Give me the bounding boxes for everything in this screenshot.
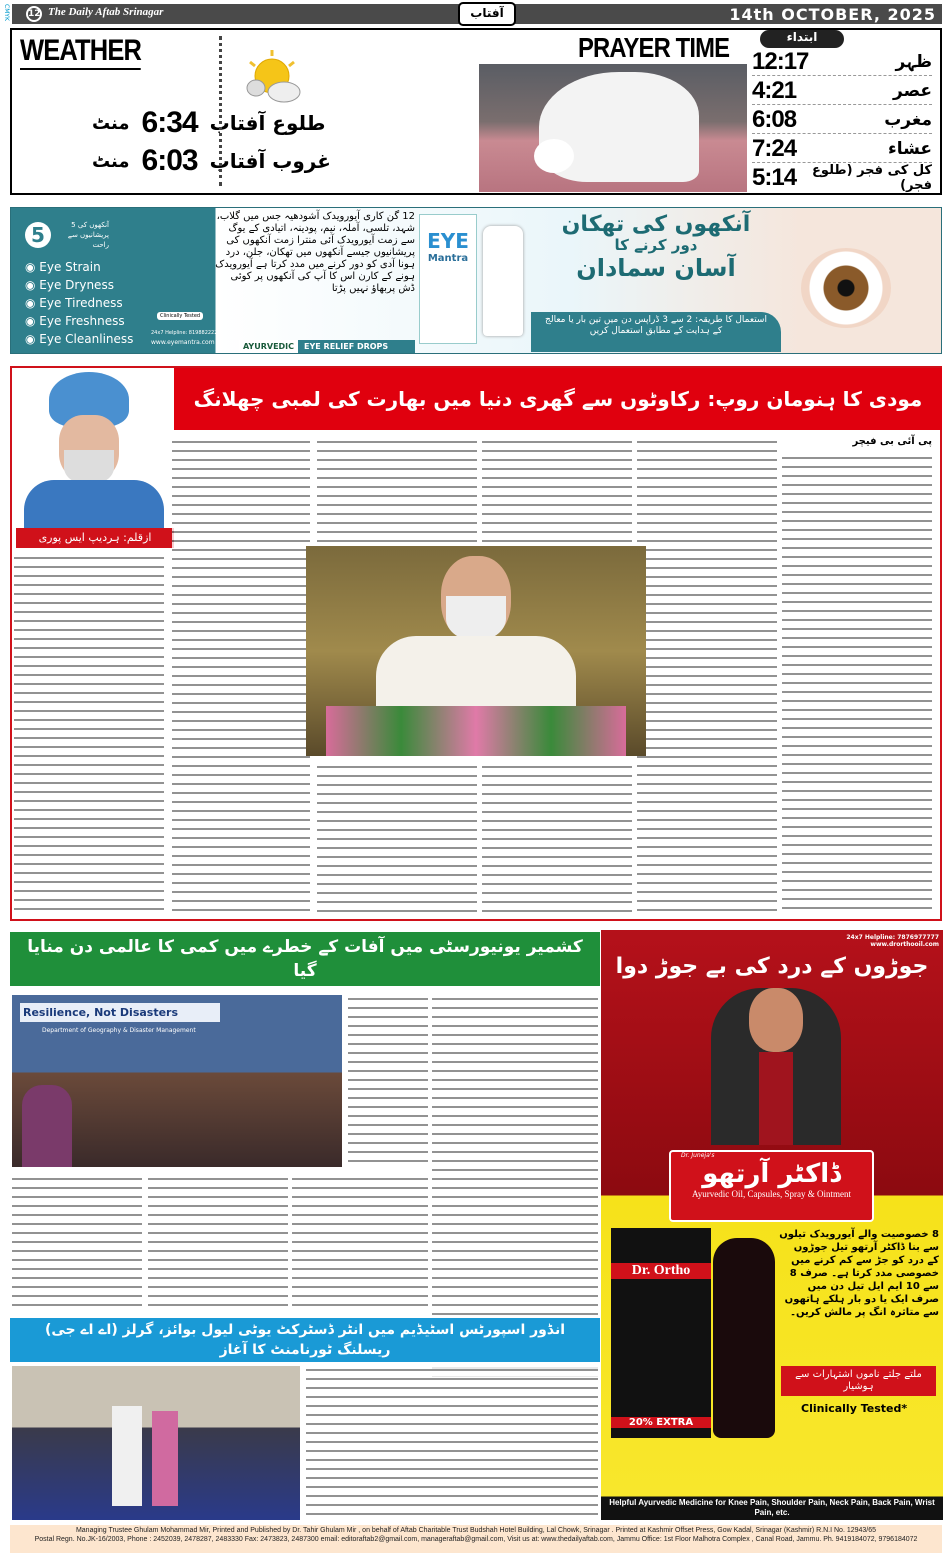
prayer-photo	[479, 64, 747, 192]
prayer-time: 7:24	[752, 134, 797, 162]
page-number: 12	[26, 6, 42, 22]
prayer-row	[752, 135, 932, 163]
ortho-product-box: Dr. Ortho 20% EXTRA	[611, 1228, 711, 1438]
badge-number: 5	[25, 222, 51, 248]
masthead-logo: آفتاب	[458, 2, 516, 26]
modi-photo	[306, 546, 646, 756]
clinically-tested-badge: Clinically Tested	[157, 312, 203, 320]
badge-text: آنکھوں کی 5 پریشانیوں سے راحت	[67, 221, 109, 249]
eye-ad-headline: آنکھوں کی تھکان دور کرنے کا آسان سمادان	[561, 212, 751, 282]
page-header	[12, 4, 942, 24]
author-photo	[14, 370, 172, 528]
byline: ازقلم: ہردیپ ایس پوری	[16, 528, 174, 548]
sunset-label: غروب آفتاب	[209, 149, 331, 173]
kicker: پی آئی بی فیچر	[852, 436, 932, 447]
prayer-name: عصر	[893, 80, 932, 101]
eye-image	[801, 248, 891, 328]
unit-label: منٹ	[92, 150, 130, 172]
issue-date: 14th OCTOBER, 2025	[729, 5, 936, 24]
start-badge: ابتداء	[760, 30, 844, 48]
prayer-time: 5:14	[752, 164, 797, 191]
website: www.eyemantra.com	[151, 339, 215, 346]
sunset-row	[92, 144, 331, 178]
eye-drops-box: EYE Mantra	[419, 214, 477, 344]
prayer-name: عشاء	[888, 138, 932, 159]
ortho-headline: جوڑوں کے درد کی بے جوڑ دوا	[615, 954, 929, 979]
ortho-bottle	[713, 1238, 775, 1438]
benefit-list	[25, 258, 133, 348]
benefit-item: ◉ Eye Strain	[25, 260, 101, 274]
main-headline: مودی کا ہنومان روپ: رکاوٹوں سے گھری دنیا میں بھارت کی لمبی چھلانگ	[174, 368, 942, 430]
weather-prayer-panel	[10, 28, 942, 195]
article2-photo	[12, 995, 342, 1167]
ortho-clinically-tested: Clinically Tested*	[801, 1402, 908, 1415]
eye-mantra-ad	[10, 207, 942, 354]
article3-headline: انڈور اسپورٹس اسٹیڈیم میں انٹر ڈسٹرکٹ یوٹی لیول بوائز، گرلز (اے اے جی) ریسلنگ ٹورنامنٹ کا آغاز	[10, 1318, 600, 1362]
ortho-footer: Helpful Ayurvedic Medicine for Knee Pain, Shoulder Pain, Neck Pain, Back Pain, Wrist Pain, etc.	[609, 1498, 935, 1517]
ortho-description: 8 خصوصیت والے آیورویدک تیلوں سے بنا ڈاکٹر آرتھو تیل جوڑوں کے درد کو جڑ سے کم کرنے میں خصوصی مدد کرتا ہے۔ صرف 8 سے 10 ایم ایل تیل دن میں صرف ایک یا دو بار ہلکے ہاتھوں سے متاثرہ انگ پر مالش کریں۔	[779, 1229, 939, 1318]
benefit-item: ◉ Eye Dryness	[25, 278, 114, 292]
sunrise-row	[92, 106, 325, 140]
imprint-line: Postal Regn. No.JK-16/2003, Phone : 2452039, 2478287, 2483330 Fax: 2473823, 2487300 email: editoraftab2@gmail.com, manageraftab@gmail.com, Visit us at: www.thedailyaftab.com, Jammu Office: 1st Floor Malhotra Complex , Canal Road, Jammu. Ph. 9419184072, 9796184072	[34, 1536, 918, 1543]
eye-ad-brand-strip: AYURVEDIC EYE RELIEF DROPS	[239, 340, 415, 353]
prayer-row	[752, 48, 932, 76]
cmyk-marks: CMYK	[3, 4, 10, 21]
eye-ad-description: 12 گن کاری آیورویدک آشودھیہ جس میں گلاب، شہد، تلسی، آملہ، نیم، پودینہ، اتیادی کے یوگ سے زمت آیورویدک آئی منترا زمت آنکھوں کی پریشانیوں جیسے آنکھوں میں تھکان، جلن، درد ہونا آدی کو دور کرنے میں مدد کرتا ہے آیورویدک ہونے کے کارن اس کا آپ کی آنکھوں پر کوئی ڈش پربھاؤ نہیں پڑتا	[215, 211, 415, 294]
ortho-brand-box: Dr. Juneja's ڈاکٹر آرتھو Ayurvedic Oil, Capsules, Spray & Ointment	[669, 1150, 874, 1222]
prayer-row	[752, 164, 932, 192]
prayer-time: 12:17	[752, 47, 809, 75]
prayer-row	[752, 106, 932, 134]
main-article	[10, 366, 942, 921]
dr-ortho-ad	[601, 930, 943, 1520]
prayer-name: مغرب	[884, 109, 932, 130]
imprint-line: Managing Trustee Ghulam Mohammad Mir, Printed and Published by Dr. Tahir Ghulam Mir , on behalf of Aftab Charitable Trust Budshah Hotel Building, Lal Chowk, Srinagar . Printed at Kashmir Offset Press, Gow Kadal, Srinagar (Kashmir) R.N.I No. 12943/65	[75, 1527, 877, 1534]
partly-cloudy-icon	[244, 50, 294, 100]
prayer-name: ظہر	[895, 52, 932, 72]
paper-name: The Daily Aftab Srinagar	[48, 6, 164, 18]
sunset-time: 6:03	[141, 144, 198, 177]
ambassador-photo	[711, 988, 841, 1145]
benefit-item: ◉ Eye Cleanliness	[25, 332, 134, 346]
eye-ad-usage: استعمال کا طریقہ: 2 سے 3 ڈراپس دن میں تین بار یا معالج کے ہدایت کے مطابق استعمال کریں	[531, 312, 781, 352]
benefit-item: ◉ Eye Tiredness	[25, 296, 123, 310]
ortho-warning: ملتے جلتے ناموں اشتہارات سے ہوشیار	[781, 1366, 936, 1396]
sunrise-time: 6:34	[141, 106, 198, 139]
prayer-name: کل کی فجر (طلوع فجر)	[812, 163, 932, 193]
benefit-item: ◉ Eye Freshness	[25, 314, 125, 328]
weather-title: WEATHER	[20, 34, 141, 70]
lower-news-section	[10, 930, 600, 1520]
eye-drops-bottle	[483, 226, 523, 336]
event-banner: Resilience, Not Disasters	[20, 1003, 220, 1022]
event-dept: Department of Geography & Disaster Management	[42, 1027, 196, 1034]
helpline: 24x7 Helpline: 8198822222	[151, 330, 221, 336]
prayer-title: PRAYER TIME	[578, 32, 729, 66]
article2-headline: کشمیر یونیورسٹی میں آفات کے خطرے میں کمی کا عالمی دن منایا گیا	[10, 932, 600, 986]
divider	[219, 36, 222, 186]
prayer-time: 4:21	[752, 76, 797, 104]
sunrise-label: طلوع آفتاب	[209, 111, 326, 135]
article3-photo	[12, 1366, 300, 1520]
ortho-helpline: 24x7 Helpline: 7876977777 www.drorthooil.com	[846, 934, 939, 948]
prayer-time: 6:08	[752, 105, 797, 133]
prayer-row	[752, 77, 932, 105]
unit-label: منٹ	[92, 112, 130, 134]
imprint-footer	[10, 1525, 942, 1553]
